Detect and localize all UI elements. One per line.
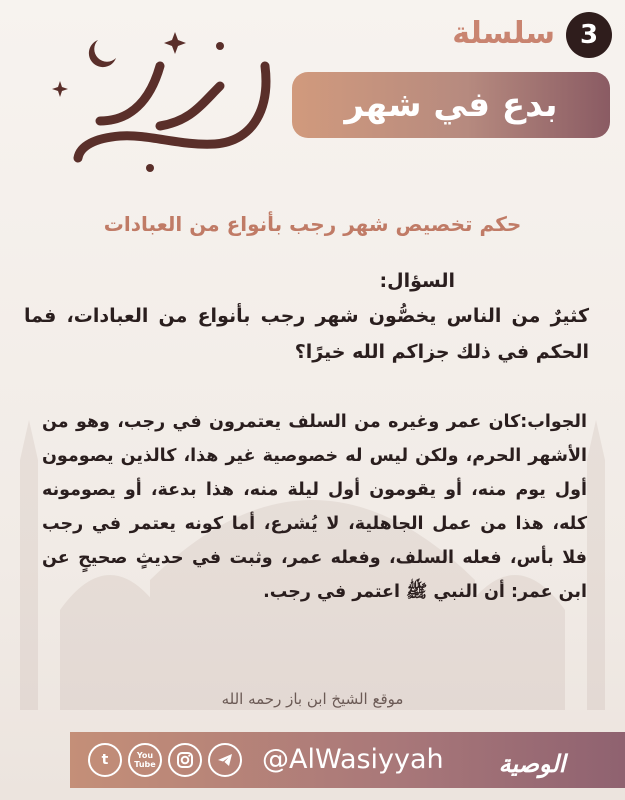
title-text: بدع في شهر — [344, 85, 558, 125]
series-number-badge — [566, 12, 612, 58]
youtube-icon-label: You Tube — [134, 751, 156, 769]
source-credit: موقع الشيخ ابن باز رحمه الله — [221, 690, 404, 708]
social-icons — [88, 743, 242, 777]
question-label: السؤال: — [379, 270, 455, 292]
instagram-icon[interactable] — [168, 743, 202, 777]
tumblr-icon[interactable] — [88, 743, 122, 777]
series-number: 3 — [579, 20, 599, 50]
tumblr-icon-label: t — [101, 752, 109, 768]
topic-subtitle: حكم تخصيص شهر رجب بأنواع من العبادات — [103, 212, 522, 236]
brand-logo: الوصية — [498, 748, 566, 778]
youtube-icon[interactable] — [128, 743, 162, 777]
rajab-calligraphy-logo — [40, 26, 290, 176]
social-handle[interactable]: @AlWasiyyah — [262, 744, 444, 775]
logo-word-text: رجب — [40, 26, 43, 27]
answer-text: الجواب:كان عمر وغيره من السلف يعتمرون في رجب، وهو من الأشهر الحرم، ولكن ليس له خصوصية غير هذا، كالذين يصومون أول يوم منه، أو يقومون أول ليلة منه، هذا بدعة، أو يصومونه كله، هذا من عمل الجاهلية، لا يُشرع، أما كونه يعتمر في رجب فلا بأس، فعله السلف، وفعله عمر، وثبت في حديثٍ صحيحٍ عن ابن عمر: أن النبي ﷺ اعتمر في رجب. — [42, 412, 587, 602]
series-label: سلسلة — [452, 16, 555, 51]
telegram-icon[interactable] — [208, 743, 242, 777]
question-text: كثيرٌ من الناس يخصُّون شهر رجب بأنواع من العبادات، فما الحكم في ذلك جزاكم الله خيرًا؟ — [24, 305, 589, 363]
title-banner — [292, 72, 610, 138]
